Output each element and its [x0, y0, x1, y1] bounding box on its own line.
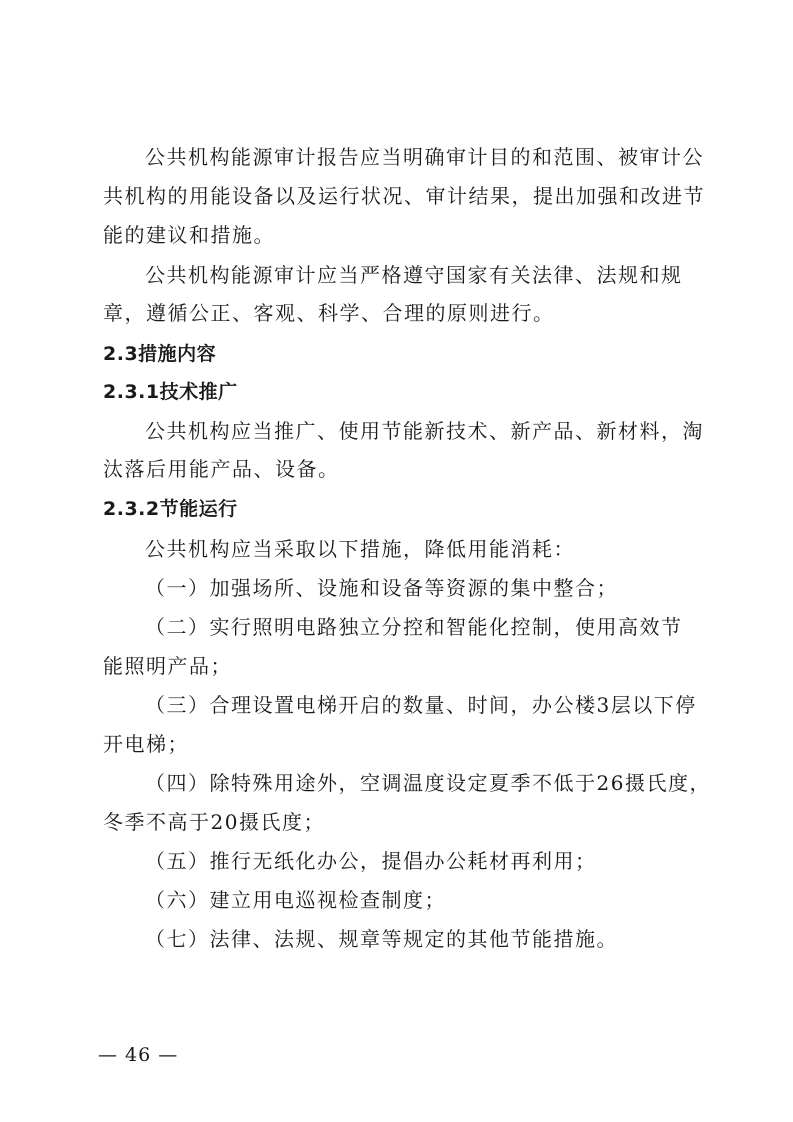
measure-item-1: （一）加强场所、设施和设备等资源的集中整合；	[145, 576, 618, 600]
audit-principle-line-2: 章，遵循公正、客观、科学、合理的原则进行。	[103, 301, 555, 325]
measure-item-7: （七）法律、法规、规章等规定的其他节能措施。	[145, 927, 618, 951]
measure-item-3-line-1: （三）合理设置电梯开启的数量、时间，办公楼3层以下停	[145, 693, 697, 717]
audit-report-line-1: 公共机构能源审计报告应当明确审计目的和范围、被审计公	[145, 145, 704, 169]
section-heading-2-3-2: 2.3.2节能运行	[103, 498, 238, 520]
measure-item-6: （六）建立用电巡视检查制度；	[145, 888, 446, 912]
measure-item-3-line-2: 开电梯；	[103, 732, 189, 756]
measure-item-2-line-1: （二）实行照明电路独立分控和智能化控制，使用高效节	[145, 615, 683, 639]
measure-item-4-line-1: （四）除特殊用途外，空调温度设定夏季不低于26摄氏度，	[145, 771, 711, 795]
measure-item-4-line-2: 冬季不高于20摄氏度；	[103, 810, 325, 834]
section-heading-2-3: 2.3措施内容	[103, 343, 217, 365]
audit-report-line-2: 共机构的用能设备以及运行状况、审计结果，提出加强和改进节	[103, 184, 705, 208]
measure-item-2-line-2: 能照明产品；	[103, 654, 232, 678]
audit-report-line-3: 能的建议和措施。	[103, 223, 275, 247]
operation-intro: 公共机构应当采取以下措施，降低用能消耗：	[145, 537, 575, 561]
page-number: — 46 —	[98, 1044, 179, 1066]
measure-item-5: （五）推行无纸化办公，提倡办公耗材再利用；	[145, 849, 597, 873]
audit-principle-line-1: 公共机构能源审计应当严格遵守国家有关法律、法规和规	[145, 263, 683, 287]
promotion-line-2: 汰落后用能产品、设备。	[103, 457, 340, 481]
section-heading-2-3-1: 2.3.1技术推广	[103, 381, 238, 403]
promotion-line-1: 公共机构应当推广、使用节能新技术、新产品、新材料，淘	[145, 419, 704, 443]
